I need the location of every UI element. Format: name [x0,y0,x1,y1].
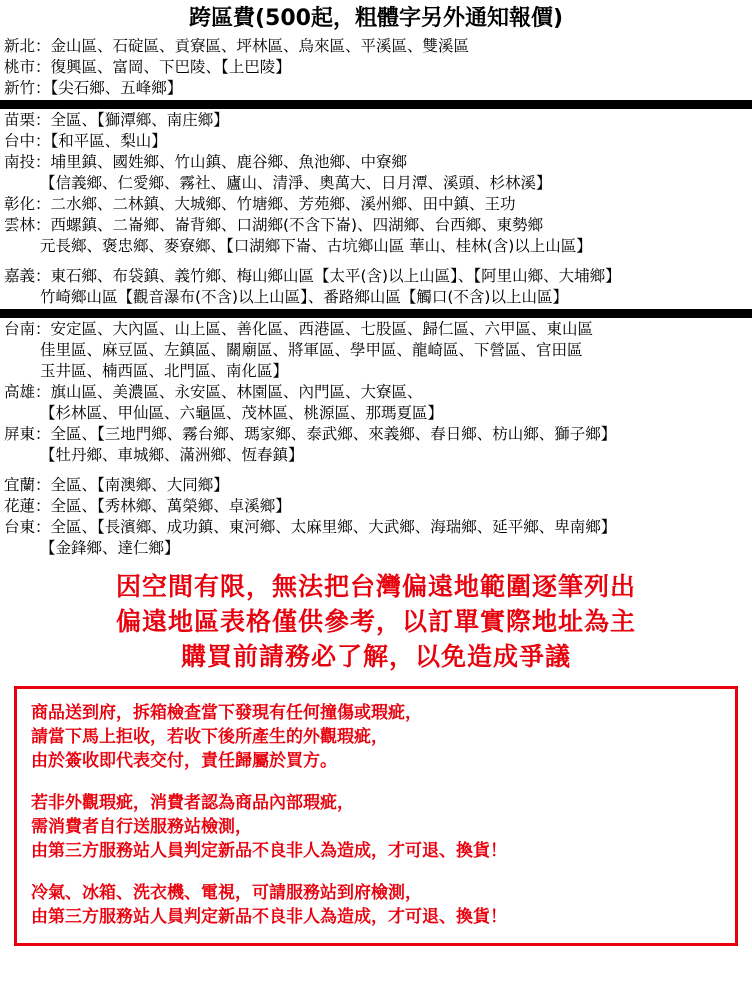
warning-line: 由第三方服務站人員判定新品不良非人為造成，才可退、換貨！ [31,907,507,927]
region-row: 新竹：【尖石鄉、五峰鄉】 [4,79,183,97]
region-row: 玉井區、楠西區、北門區、南化區】 [40,362,289,380]
warning-line: 由第三方服務站人員判定新品不良非人為造成，才可退、換貨！ [31,841,507,861]
notice-block [0,569,752,674]
region-row: 【信義鄉、仁愛鄉、霧社、廬山、清淨、奧萬大、日月潭、溪頭、杉林溪】 [40,174,552,192]
section-divider [0,309,752,318]
section-gap [0,257,752,266]
region-row: 【杉林區、甲仙區、六龜區、茂林區、桃源區、那瑪夏區】 [40,404,444,422]
region-row: 彰化：二水鄉、二林鎮、大城鄉、竹塘鄉、芳苑鄉、溪州鄉、田中鎮、王功 [4,195,516,213]
region-row: 佳里區、麻豆區、左鎮區、關廟區、將軍區、學甲區、龍崎區、下營區、官田區 [40,341,583,359]
section-divider [0,100,752,109]
warning-line: 冷氣、冰箱、洗衣機、電視，可請服務站到府檢測， [31,883,422,903]
region-row: 台南：安定區、大內區、山上區、善化區、西港區、七股區、歸仁區、六甲區、東山區 [4,320,594,338]
warning-line: 若非外觀瑕疵，消費者認為商品內部瑕疵， [31,793,354,813]
warning-line: 請當下馬上拒收，若收下後所產生的外觀瑕疵， [31,727,388,747]
warning-paragraph [31,791,721,863]
region-row: 桃市：復興區、富岡、下巴陵、【上巴陵】 [4,58,291,76]
region-row: 新北：金山區、石碇區、貢寮區、坪林區、烏來區、平溪區、雙溪區 [4,37,470,55]
region-row: 台東：全區、【長濱鄉、成功鎮、東河鄉、太麻里鄉、大武鄉、海瑞鄉、延平鄉、卑南鄉】 [4,518,617,536]
warning-line: 商品送到府，拆箱檢查當下發現有任何撞傷或瑕疵， [31,703,422,723]
warning-line: 由於簽收即代表交付，責任歸屬於買方。 [31,751,337,771]
region-row: 宜蘭：全區、【南澳鄉、大同鄉】 [4,476,229,494]
region-row: 屏東：全區、【三地門鄉、霧台鄉、瑪家鄉、泰武鄉、來義鄉、春日鄉、枋山鄉、獅子鄉】 [4,425,617,443]
notice-line: 購買前請務必了解，以免造成爭議 [180,642,571,671]
region-row: 【牡丹鄉、車城鄉、滿洲鄉、恆春鎮】 [40,446,304,464]
region-row: 嘉義：東石鄉、布袋鎮、義竹鄉、梅山鄉山區【太平(含)以上山區】、【阿里山鄉、大埔鄉】 [4,267,621,285]
warning-line: 需消費者自行送服務站檢測， [31,817,252,837]
region-row: 竹崎鄉山區【觀音瀑布(不含)以上山區】、番路鄉山區【觸口(不含)以上山區】 [40,288,568,306]
page-title: 跨區費(500起，粗體字另外通知報價) [188,6,564,31]
notice-line: 因空間有限，無法把台灣偏遠地範圍逐筆列出 [115,572,636,601]
notice-line: 偏遠地區表格僅供參考，以訂單實際地址為主 [115,607,636,636]
region-row: 元長鄉、褒忠鄉、麥寮鄉、【口湖鄉下崙、古坑鄉山區 華山、桂林(含)以上山區】 [40,237,592,255]
region-row: 【金鋒鄉、達仁鄉】 [40,539,180,557]
region-row: 花蓮：全區、【秀林鄉、萬榮鄉、卓溪鄉】 [4,497,291,515]
warning-paragraph [31,701,721,773]
section-gap [0,466,752,475]
region-row: 苗栗：全區、【獅潭鄉、南庄鄉】 [4,111,229,129]
region-row: 台中：【和平區、梨山】 [4,132,167,150]
warning-box [14,686,738,946]
region-list [0,36,752,559]
region-row: 南投：埔里鎮、國姓鄉、竹山鎮、鹿谷鄉、魚池鄉、中寮鄉 [4,153,408,171]
region-row: 高雄：旗山區、美濃區、永安區、林園區、內門區、大寮區、 [4,383,423,401]
warning-paragraph [31,881,721,929]
region-row: 雲林：西螺鎮、二崙鄉、崙背鄉、口湖鄉(不含下崙)、四湖鄉、台西鄉、東勢鄉 [4,216,544,234]
